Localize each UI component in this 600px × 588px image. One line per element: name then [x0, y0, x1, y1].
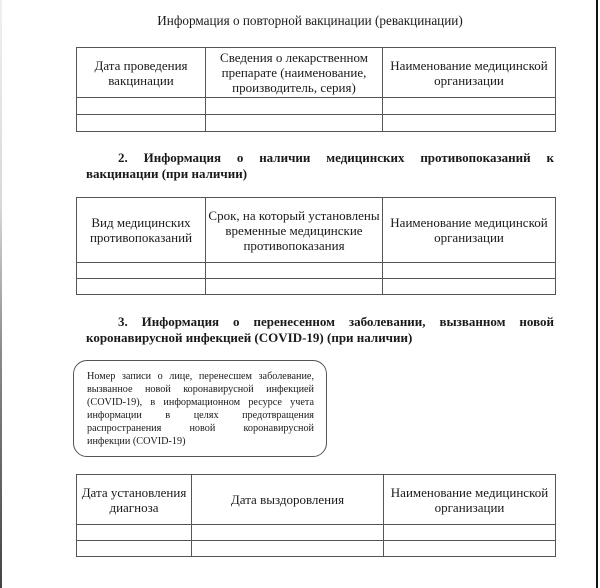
section-2-heading — [86, 150, 554, 182]
record-box-line: Номер записи о лице, перенесшем заболевание, — [87, 371, 314, 382]
table-row — [77, 115, 556, 132]
contraindications-table — [76, 197, 556, 295]
revaccination-title: Информация о повторной вакцинации (ревакцинации) — [157, 13, 463, 28]
page-edge-left — [0, 0, 2, 588]
cell-medical-organization[interactable] — [384, 541, 556, 557]
header-vaccination-date: Дата проведения вакцинации — [77, 48, 206, 98]
page-edge-right — [596, 0, 598, 588]
cell-vaccination-date[interactable] — [77, 98, 206, 115]
header-medical-organization: Наименование медицинской организации — [383, 48, 556, 98]
header-drug-info: Сведения о лекарственном препарате (наименование, производитель, серия) — [206, 48, 383, 98]
table-header-row — [77, 475, 556, 525]
cell-contraindication-period[interactable] — [206, 263, 383, 279]
header-diagnosis-date: Дата установления диагноза — [77, 475, 192, 525]
section-2-heading-line-2: вакцинации (при наличии) — [86, 166, 248, 181]
table-row — [77, 263, 556, 279]
section-3-heading-line-2: коронавирусной инфекцией (COVID-19) (при наличии) — [86, 330, 413, 345]
section-2-heading-line-1: 2. Информация о наличии медицинских противопоказаний к — [118, 150, 554, 165]
cell-medical-organization[interactable] — [383, 115, 556, 132]
section-3-heading — [86, 314, 554, 346]
header-medical-organization: Наименование медицинской организации — [383, 198, 556, 263]
cell-recovery-date[interactable] — [192, 541, 384, 557]
table-row — [77, 279, 556, 295]
cell-diagnosis-date[interactable] — [77, 525, 192, 541]
section-3-heading-line-1: 3. Информация о перенесенном заболевании, вызванном новой — [118, 314, 554, 329]
cell-drug-info[interactable] — [206, 115, 383, 132]
header-contraindication-type: Вид медицинских противопоказаний — [77, 198, 206, 263]
covid-record-number-box[interactable] — [73, 360, 327, 457]
record-box-line: информации в целях предотвращения — [87, 410, 314, 421]
table-header-row — [77, 48, 556, 98]
table-row — [77, 541, 556, 557]
cell-medical-organization[interactable] — [383, 263, 556, 279]
cell-medical-organization[interactable] — [383, 98, 556, 115]
table-row — [77, 525, 556, 541]
record-box-line: вызванное новой коронавирусной инфекцией — [87, 384, 314, 395]
record-box-line: (COVID-19), в информационном ресурсе учета — [87, 397, 314, 408]
table-row — [77, 98, 556, 115]
revaccination-table — [76, 47, 556, 132]
cell-medical-organization[interactable] — [383, 279, 556, 295]
cell-vaccination-date[interactable] — [77, 115, 206, 132]
cell-contraindication-type[interactable] — [77, 279, 206, 295]
cell-drug-info[interactable] — [206, 98, 383, 115]
cell-contraindication-type[interactable] — [77, 263, 206, 279]
header-medical-organization: Наименование медицинской организации — [384, 475, 556, 525]
header-recovery-date: Дата выздоровления — [192, 475, 384, 525]
covid-illness-table — [76, 474, 556, 557]
cell-diagnosis-date[interactable] — [77, 541, 192, 557]
table-header-row — [77, 198, 556, 263]
cell-recovery-date[interactable] — [192, 525, 384, 541]
record-box-line: инфекции (COVID-19) — [87, 436, 186, 447]
cell-contraindication-period[interactable] — [206, 279, 383, 295]
cell-medical-organization[interactable] — [384, 525, 556, 541]
header-contraindication-period: Срок, на который установлены временные медицинские противопоказания — [206, 198, 383, 263]
record-box-line: распространения новой коронавирусной — [87, 423, 314, 434]
